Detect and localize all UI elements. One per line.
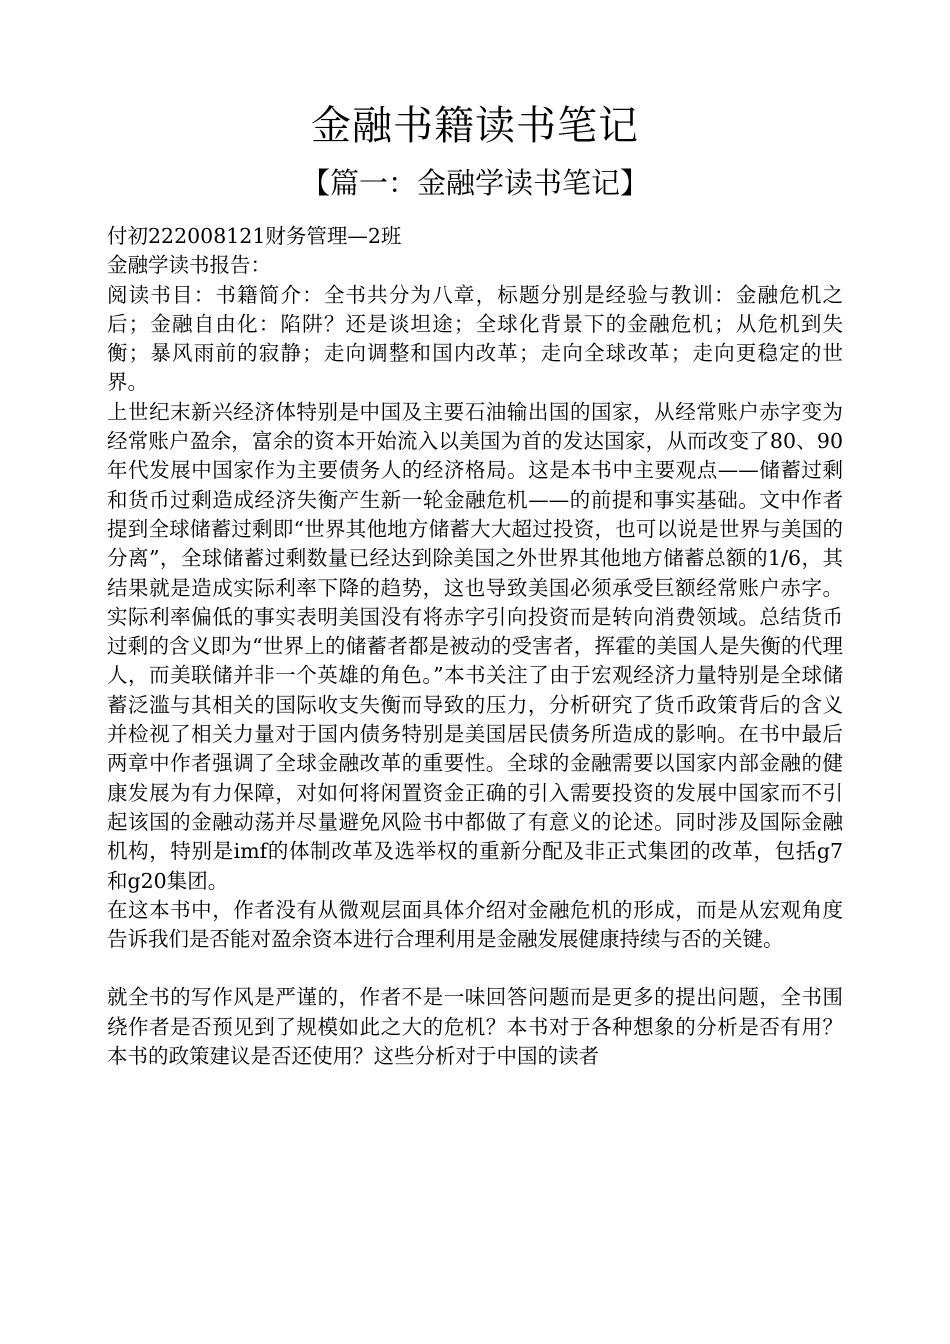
- document-body: [107, 222, 843, 1071]
- book-intro-paragraph: 阅读书目：书籍简介：全书共分为八章，标题分别是经验与教训：金融危机之后；金融自由化：陷阱？还是谈坦途；全球化背景下的金融危机；从危机到失衡；暴风雨前的寂静；走向调整和国内改革；走向全球改革；走向更稳定的世界。: [107, 282, 843, 395]
- report-heading: 金融学读书报告：: [107, 253, 271, 278]
- author-line: 付初222008121财务管理—2班: [107, 224, 402, 248]
- main-argument-paragraph: 上世纪末新兴经济体特别是中国及主要石油输出国的国家，从经常账户赤字变为经常账户盈余，富余的资本开始流入以美国为首的发达国家，从而改变了80、90年代发展中国家作为主要债务人的经济格局。这是本书中主要观点——储蓄过剩和货币过剩造成经济失衡产生新一轮金融危机——的前提和事实基础。文中作者提到全球储蓄过剩即“世界其他地方储蓄大大超过投资，也可以说是世界与美国的分离”，全球储蓄过剩数量已经达到除美国之外世界其他地方储蓄总额的1/6，其结果就是造成实际利率下降的趋势，这也导致美国必须承受巨额经常账户赤字。实际利率偏低的事实表明美国没有将赤字引向投资而是转向消费领域。总结货币过剩的含义即为“世界上的储蓄者都是被动的受害者，挥霍的美国人是失衡的代理人，而美联储并非一个英雄的角色。”本书关注了由于宏观经济力量特别是全球储蓄泛滥与其相关的国际收支失衡而导致的压力，分析研究了货币政策背后的含义并检视了相关力量对于国内债务特别是美国居民债务所造成的影响。在书中最后两章中作者强调了全球金融改革的重要性。全球的金融需要以国家内部金融的健康发展为有力保障，对如何将闲置资金正确的引入需要投资的发展中国家而不引起该国的金融动荡并尽量避免风险书中都做了有意义的论述。同时涉及国际金融机构，特别是imf的体制改革及选举权的重新分配及非正式集团的改革，包括g7和g20集团。: [107, 399, 843, 893]
- document-title: 金融书籍读书笔记: [311, 103, 639, 149]
- style-paragraph: 就全书的写作风是严谨的，作者不是一味回答问题而是更多的提出问题，全书围绕作者是否预见到了规模如此之大的危机？本书对于各种想象的分析是否有用？本书的政策建议是否还使用？这些分析对于中国的读者: [107, 985, 843, 1069]
- summary-paragraph: 在这本书中，作者没有从微观层面具体介绍对金融危机的形成，而是从宏观角度告诉我们是否能对盈余资本进行合理利用是金融发展健康持续与否的关键。: [107, 897, 843, 952]
- section-heading: 【篇一：金融学读书笔记】: [300, 166, 649, 200]
